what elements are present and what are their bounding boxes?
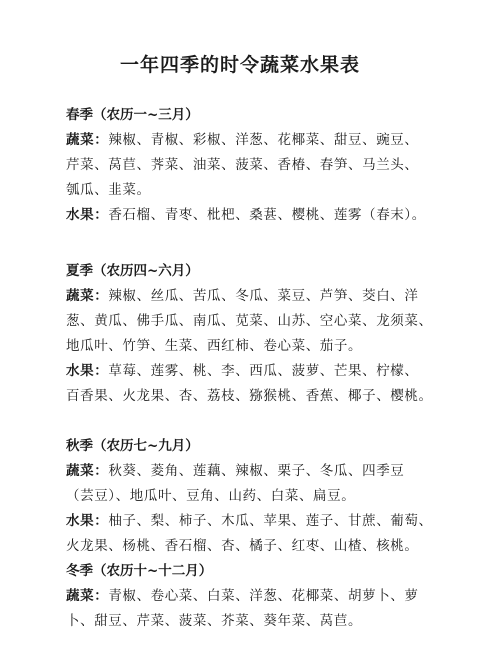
fruits-text: 柚子、梨、柿子、木瓜、苹果、莲子、甘蔗、葡萄、 [108, 513, 433, 529]
season-heading: 冬季（农历十~十二月） [66, 563, 213, 579]
vegetables-line: （芸豆）、地瓜叶、豆角、山药、白菜、扁豆。 [66, 488, 356, 504]
vegetables-text: 秋葵、菱角、莲藕、辣椒、栗子、冬瓜、四季豆 [108, 463, 405, 479]
fruits-line [66, 359, 422, 384]
season-heading: 春季（农历一~三月） [66, 107, 199, 123]
season-heading: 秋季（农历七~九月） [66, 438, 199, 454]
fruits-label: 水果： [66, 363, 109, 379]
vegetables-line: 地瓜叶、竹笋、生菜、西红柿、卷心菜、茄子。 [66, 338, 363, 354]
vegetables-line [66, 584, 422, 609]
season-autumn [66, 433, 433, 559]
vegetables-text: 辣椒、青椒、彩椒、洋葱、花椰菜、甜豆、豌豆、 [108, 132, 419, 148]
fruits-text: 草莓、莲雾、桃、李、西瓜、菠萝、芒果、柠檬、 [108, 363, 419, 379]
vegetables-label: 蔬菜： [66, 288, 109, 304]
fruits-label: 水果： [66, 513, 109, 529]
season-spring [66, 102, 426, 228]
vegetables-label: 蔬菜： [66, 463, 109, 479]
document-title: 一年四季的时令蔬菜水果表 [119, 54, 360, 76]
vegetables-line [66, 459, 422, 484]
season-summer [66, 258, 433, 409]
vegetables-text: 辣椒、丝瓜、苦瓜、冬瓜、菜豆、芦笋、茭白、洋 [108, 288, 419, 304]
vegetables-line [66, 284, 422, 309]
vegetables-line [66, 128, 422, 153]
vegetables-line: 芹菜、莴苣、荠菜、油菜、菠菜、香椿、春笋、马兰头、 [66, 157, 419, 173]
fruits-text: 香石榴、青枣、枇杷、桑葚、樱桃、莲雾（春末）。 [108, 207, 426, 223]
fruits-line [66, 203, 426, 228]
vegetables-label: 蔬菜： [66, 588, 109, 604]
vegetables-line: 卜、甜豆、芹菜、菠菜、芥菜、葵年菜、莴苣。 [66, 613, 363, 629]
fruits-line [66, 509, 433, 534]
fruits-line: 百香果、火龙果、杏、荔枝、猕猴桃、香蕉、椰子、樱桃。 [66, 388, 433, 404]
vegetables-text: 青椒、卷心菜、白菜、洋葱、花椰菜、胡萝卜、萝 [108, 588, 419, 604]
season-heading: 夏季（农历四~六月） [66, 263, 199, 279]
fruits-line: 火龙果、杨桃、香石榴、杏、橘子、红枣、山楂、核桃。 [66, 538, 419, 554]
season-winter [66, 558, 422, 634]
vegetables-line: 葱、黄瓜、佛手瓜、南瓜、苋菜、山苏、空心菜、龙须菜、 [66, 313, 433, 329]
vegetables-line: 瓠瓜、韭菜。 [66, 182, 151, 198]
fruits-label: 水果： [66, 207, 109, 223]
vegetables-label: 蔬菜： [66, 132, 109, 148]
